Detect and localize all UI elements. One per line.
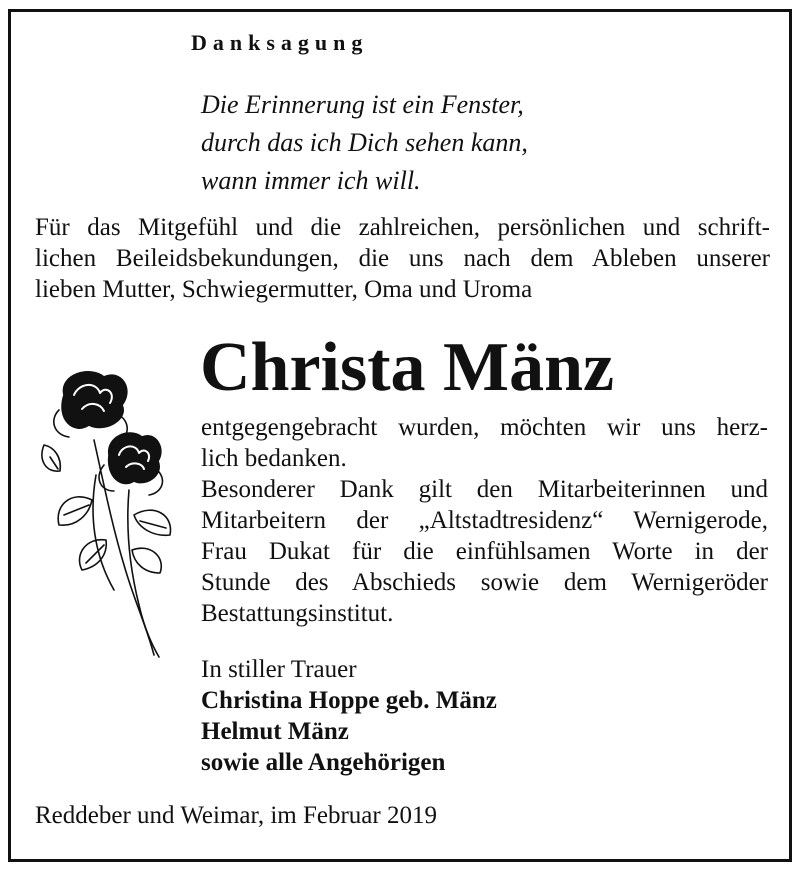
- poem-line: durch das ich Dich sehen kann,: [201, 128, 528, 157]
- thanks-line: Frau Dukat für die einfühlsamen Worte in der: [201, 538, 768, 565]
- thanks-line: lich bedanken.: [201, 445, 347, 472]
- mourner-name: sowie alle Angehörigen: [201, 749, 446, 776]
- intro-line: lieben Mutter, Schwiegermutter, Oma und Uroma: [35, 276, 533, 303]
- intro-line: Für das Mitgefühl und die zahlreichen, persönlichen und schrift-: [35, 214, 770, 241]
- notice-heading: Danksagung: [191, 30, 369, 55]
- poem-line: Die Erinnerung ist ein Fenster,: [201, 90, 524, 119]
- intro-text: [35, 212, 770, 305]
- poem: [201, 86, 528, 200]
- intro-line: lichen Beileidsbekundungen, die uns nach dem Ableben unserer: [35, 245, 770, 272]
- thanks-line: Stunde des Abschieds sowie dem Wernigeröder: [201, 569, 768, 596]
- mourner-name: Helmut Mänz: [201, 718, 349, 745]
- signoff-intro: In stiller Trauer: [201, 656, 357, 683]
- place-date: Reddeber und Weimar, im Februar 2019: [35, 802, 437, 829]
- thanks-line: Mitarbeitern der „Altstadtresidenz“ Wernigerode,: [201, 507, 768, 534]
- thanks-line: Bestattungsinstitut.: [201, 600, 394, 627]
- thanks-text: [201, 412, 768, 629]
- deceased-name: Christa Mänz: [200, 329, 615, 406]
- mourner-name: Christina Hoppe geb. Mänz: [201, 687, 497, 714]
- thanks-line: Besonderer Dank gilt den Mitarbeiterinnen und: [201, 476, 768, 503]
- rose-illustration-icon: [34, 365, 179, 665]
- thanks-line: entgegengebracht wurden, möchten wir uns herz-: [201, 414, 768, 441]
- signoff: [201, 654, 497, 778]
- poem-line: wann immer ich will.: [201, 166, 421, 195]
